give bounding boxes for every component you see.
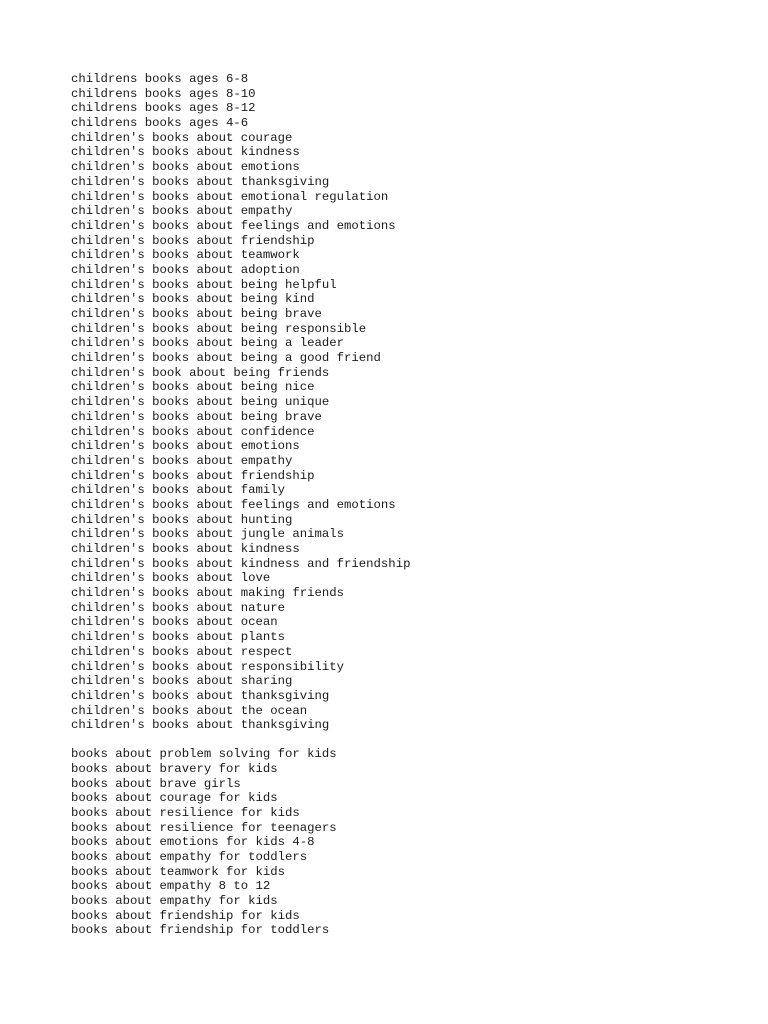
text-line: children's books about kindness and friendship [71, 556, 411, 571]
text-line: children's books about being a leader [71, 336, 345, 351]
text-line: books about friendship for kids [71, 908, 300, 923]
text-line: books about empathy 8 to 12 [71, 879, 271, 894]
text-line: children's books about friendship [71, 468, 315, 483]
text-line: childrens books ages 4-6 [71, 116, 249, 131]
books-about-list [71, 747, 751, 938]
text-line: children's books about emotions [71, 160, 300, 175]
text-line: books about empathy for toddlers [71, 849, 308, 864]
text-line: children's books about hunting [71, 512, 293, 527]
text-line: children's books about sharing [71, 674, 293, 689]
text-line: children's books about teamwork [71, 248, 300, 263]
text-line: children's books about nature [71, 600, 286, 615]
text-line: books about teamwork for kids [71, 864, 286, 879]
text-line: children's books about thanksgiving [71, 718, 330, 733]
text-line: childrens books ages 8-12 [71, 101, 256, 116]
text-line: childrens books ages 6-8 [71, 72, 249, 86]
text-line: children's books about being responsible [71, 321, 367, 336]
text-line: books about resilience for kids [71, 805, 300, 820]
text-line: books about emotions for kids 4-8 [71, 835, 315, 850]
document-page [71, 72, 751, 938]
text-line: children's books about adoption [71, 262, 300, 277]
text-line: children's books about thanksgiving [71, 688, 330, 703]
text-line: children's books about being helpful [71, 277, 337, 292]
text-line: children's books about feelings and emotions [71, 497, 396, 512]
text-line: children's books about confidence [71, 424, 315, 439]
text-line: children's books about being brave [71, 409, 322, 424]
text-line: children's books about family [71, 483, 286, 498]
text-line: children's books about kindness [71, 542, 300, 556]
text-line: books about friendship for toddlers [71, 923, 330, 938]
text-line: children's books about respect [71, 644, 293, 659]
text-line: children's books about being nice [71, 380, 315, 395]
text-line: books about empathy for kids [71, 894, 278, 908]
text-line: children's books about emotions [71, 439, 300, 454]
text-line: children's books about being kind [71, 292, 315, 307]
text-line: books about brave girls [71, 776, 241, 791]
text-line: children's book about being friends [71, 365, 330, 380]
text-line: books about resilience for teenagers [71, 820, 337, 835]
text-line: children's books about emotional regulation [71, 189, 389, 204]
text-line: children's books about being brave [71, 307, 322, 321]
text-line: books about courage for kids [71, 791, 278, 806]
text-line: children's books about love [71, 571, 271, 586]
text-line: children's books about making friends [71, 586, 345, 601]
text-line: children's books about jungle animals [71, 527, 345, 542]
text-line: children's books about being unique [71, 395, 330, 410]
text-line: children's books about ocean [71, 615, 278, 630]
text-line: children's books about empathy [71, 453, 293, 468]
text-line: children's books about kindness [71, 145, 300, 160]
text-line: children's books about responsibility [71, 659, 345, 674]
text-line: children's books about the ocean [71, 703, 308, 718]
text-line: childrens books ages 8-10 [71, 86, 256, 101]
childrens-books-list [71, 72, 751, 733]
text-line: children's books about friendship [71, 233, 315, 248]
text-line: children's books about thanksgiving [71, 174, 330, 189]
text-line: children's books about feelings and emotions [71, 218, 396, 233]
text-line: children's books about courage [71, 130, 293, 145]
text-line: children's books about plants [71, 630, 286, 645]
text-line: children's books about being a good friend [71, 351, 381, 366]
text-line: children's books about empathy [71, 204, 293, 219]
text-line: books about problem solving for kids [71, 747, 337, 762]
text-line: books about bravery for kids [71, 761, 278, 776]
